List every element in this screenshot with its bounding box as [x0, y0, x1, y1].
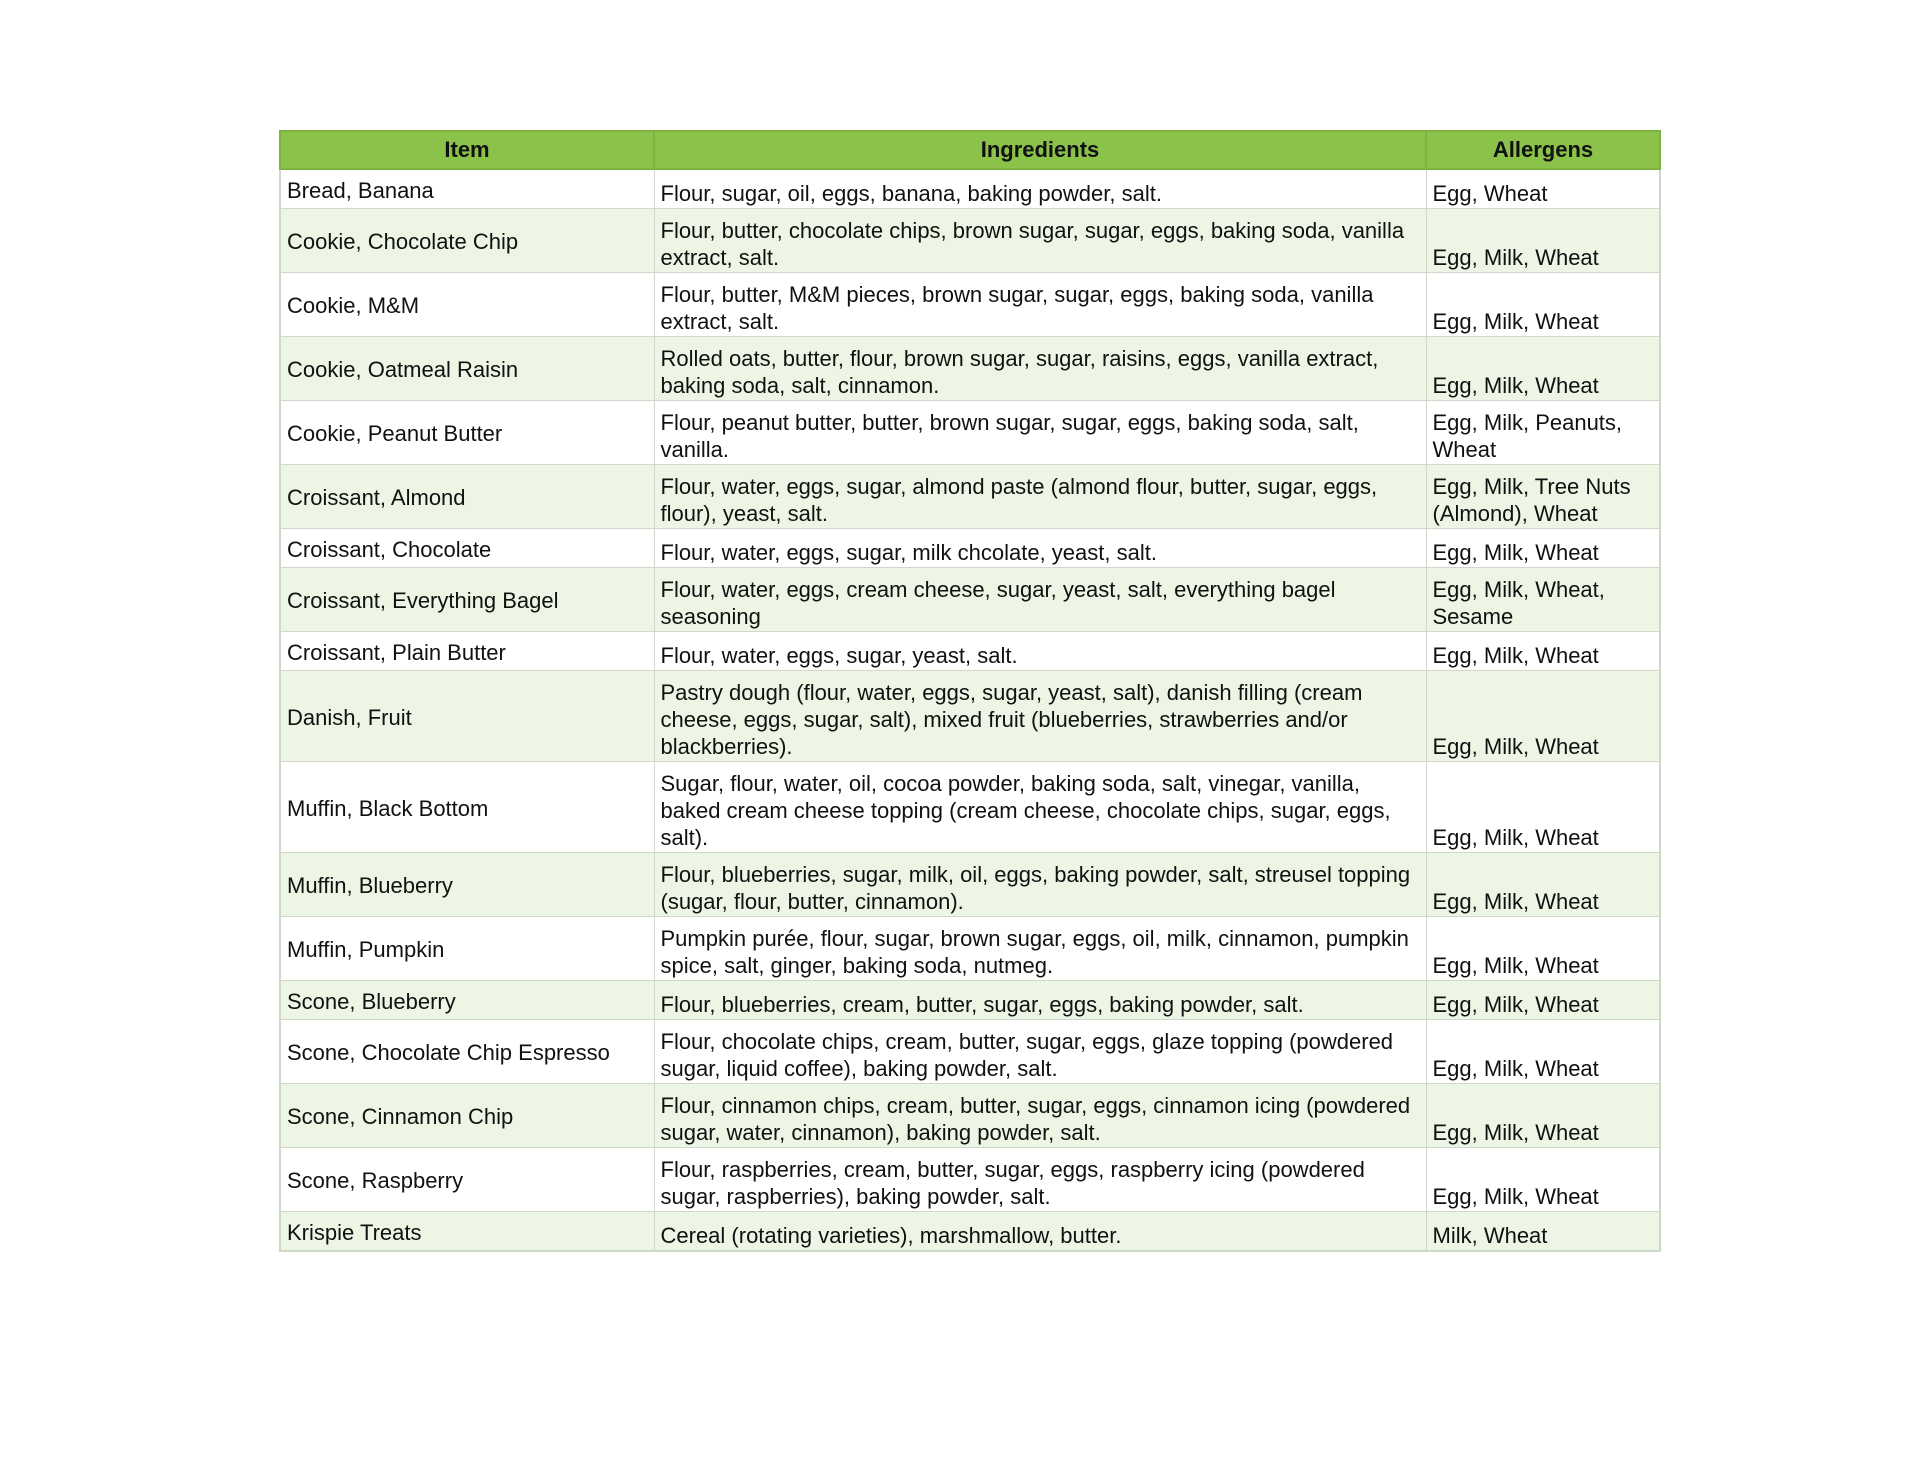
ingredients-cell: Flour, water, eggs, sugar, almond paste (almond flour, butter, sugar, eggs, flour), yeast, salt.	[654, 465, 1426, 529]
ingredients-cell: Sugar, flour, water, oil, cocoa powder, baking soda, salt, vinegar, vanilla, baked cream cheese topping (cream cheese, chocolate chips, sugar, eggs, salt).	[654, 762, 1426, 853]
allergens-cell: Egg, Milk, Wheat	[1426, 981, 1660, 1020]
allergens-cell: Egg, Milk, Peanuts, Wheat	[1426, 401, 1660, 465]
header-ingredients: Ingredients	[654, 131, 1426, 169]
table-row	[280, 465, 1660, 529]
allergens-cell: Egg, Milk, Wheat	[1426, 853, 1660, 917]
table-row	[280, 917, 1660, 981]
ingredients-cell: Flour, butter, M&M pieces, brown sugar, sugar, eggs, baking soda, vanilla extract, salt.	[654, 273, 1426, 337]
item-cell: Cookie, Peanut Butter	[280, 401, 654, 465]
allergen-table	[279, 130, 1661, 1252]
table-row	[280, 401, 1660, 465]
ingredients-cell: Flour, water, eggs, cream cheese, sugar, yeast, salt, everything bagel seasoning	[654, 568, 1426, 632]
item-cell: Danish, Fruit	[280, 671, 654, 762]
item-cell: Muffin, Black Bottom	[280, 762, 654, 853]
item-cell: Croissant, Chocolate	[280, 529, 654, 568]
table-header	[280, 131, 1660, 169]
table-row	[280, 762, 1660, 853]
table-row	[280, 853, 1660, 917]
item-cell: Krispie Treats	[280, 1212, 654, 1252]
allergens-cell: Egg, Wheat	[1426, 169, 1660, 209]
item-cell: Croissant, Everything Bagel	[280, 568, 654, 632]
allergens-cell: Egg, Milk, Wheat	[1426, 273, 1660, 337]
item-cell: Croissant, Plain Butter	[280, 632, 654, 671]
allergens-cell: Egg, Milk, Wheat	[1426, 337, 1660, 401]
ingredients-cell: Flour, blueberries, cream, butter, sugar, eggs, baking powder, salt.	[654, 981, 1426, 1020]
allergens-cell: Egg, Milk, Wheat	[1426, 1084, 1660, 1148]
table-row	[280, 1020, 1660, 1084]
ingredients-cell: Rolled oats, butter, flour, brown sugar, sugar, raisins, eggs, vanilla extract, baking soda, salt, cinnamon.	[654, 337, 1426, 401]
ingredients-cell: Flour, blueberries, sugar, milk, oil, eggs, baking powder, salt, streusel topping (sugar, flour, butter, cinnamon).	[654, 853, 1426, 917]
ingredients-cell: Pastry dough (flour, water, eggs, sugar, yeast, salt), danish filling (cream cheese, eggs, sugar, salt), mixed fruit (blueberries, strawberries and/or blackberries).	[654, 671, 1426, 762]
allergens-cell: Egg, Milk, Wheat	[1426, 1020, 1660, 1084]
item-cell: Cookie, Oatmeal Raisin	[280, 337, 654, 401]
header-allergens: Allergens	[1426, 131, 1660, 169]
table-row	[280, 273, 1660, 337]
ingredients-cell: Flour, butter, chocolate chips, brown sugar, sugar, eggs, baking soda, vanilla extract, salt.	[654, 209, 1426, 273]
ingredients-cell: Flour, cinnamon chips, cream, butter, sugar, eggs, cinnamon icing (powdered sugar, water, cinnamon), baking powder, salt.	[654, 1084, 1426, 1148]
table-body	[280, 169, 1660, 1251]
table-row	[280, 209, 1660, 273]
table-row	[280, 1212, 1660, 1252]
allergens-cell: Egg, Milk, Wheat	[1426, 209, 1660, 273]
item-cell: Cookie, M&M	[280, 273, 654, 337]
item-cell: Scone, Cinnamon Chip	[280, 1084, 654, 1148]
item-cell: Muffin, Blueberry	[280, 853, 654, 917]
allergens-cell: Milk, Wheat	[1426, 1212, 1660, 1252]
table-row	[280, 568, 1660, 632]
table-row	[280, 1148, 1660, 1212]
ingredients-cell: Flour, peanut butter, butter, brown sugar, sugar, eggs, baking soda, salt, vanilla.	[654, 401, 1426, 465]
ingredients-cell: Flour, sugar, oil, eggs, banana, baking powder, salt.	[654, 169, 1426, 209]
allergens-cell: Egg, Milk, Wheat, Sesame	[1426, 568, 1660, 632]
allergens-cell: Egg, Milk, Wheat	[1426, 529, 1660, 568]
table-row	[280, 529, 1660, 568]
table-row	[280, 632, 1660, 671]
allergens-cell: Egg, Milk, Wheat	[1426, 632, 1660, 671]
ingredients-cell: Pumpkin purée, flour, sugar, brown sugar, eggs, oil, milk, cinnamon, pumpkin spice, salt, ginger, baking soda, nutmeg.	[654, 917, 1426, 981]
item-cell: Scone, Raspberry	[280, 1148, 654, 1212]
ingredients-cell: Flour, water, eggs, sugar, milk chcolate, yeast, salt.	[654, 529, 1426, 568]
item-cell: Bread, Banana	[280, 169, 654, 209]
item-cell: Scone, Chocolate Chip Espresso	[280, 1020, 654, 1084]
item-cell: Scone, Blueberry	[280, 981, 654, 1020]
table-row	[280, 671, 1660, 762]
ingredients-cell: Cereal (rotating varieties), marshmallow, butter.	[654, 1212, 1426, 1252]
header-row	[280, 131, 1660, 169]
ingredients-cell: Flour, chocolate chips, cream, butter, sugar, eggs, glaze topping (powdered sugar, liquid coffee), baking powder, salt.	[654, 1020, 1426, 1084]
item-cell: Muffin, Pumpkin	[280, 917, 654, 981]
header-item: Item	[280, 131, 654, 169]
ingredients-cell: Flour, water, eggs, sugar, yeast, salt.	[654, 632, 1426, 671]
allergens-cell: Egg, Milk, Tree Nuts (Almond), Wheat	[1426, 465, 1660, 529]
allergens-cell: Egg, Milk, Wheat	[1426, 671, 1660, 762]
allergens-cell: Egg, Milk, Wheat	[1426, 762, 1660, 853]
allergen-sheet	[279, 130, 1659, 1252]
allergens-cell: Egg, Milk, Wheat	[1426, 917, 1660, 981]
allergens-cell: Egg, Milk, Wheat	[1426, 1148, 1660, 1212]
table-row	[280, 169, 1660, 209]
table-row	[280, 337, 1660, 401]
table-row	[280, 981, 1660, 1020]
item-cell: Cookie, Chocolate Chip	[280, 209, 654, 273]
ingredients-cell: Flour, raspberries, cream, butter, sugar, eggs, raspberry icing (powdered sugar, raspberries), baking powder, salt.	[654, 1148, 1426, 1212]
table-row	[280, 1084, 1660, 1148]
item-cell: Croissant, Almond	[280, 465, 654, 529]
